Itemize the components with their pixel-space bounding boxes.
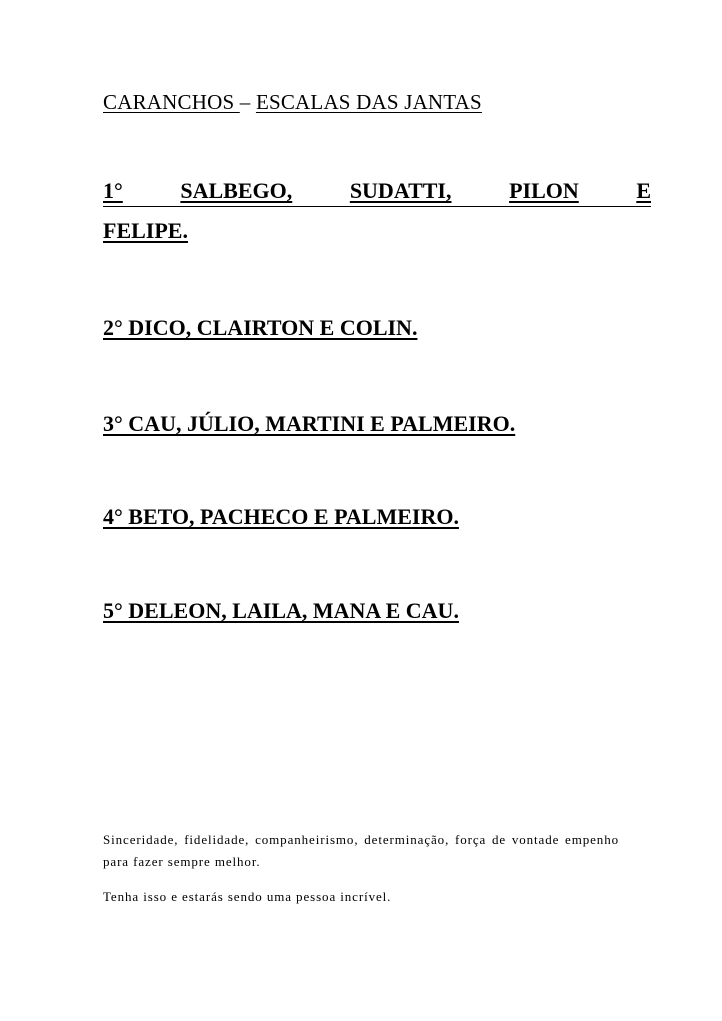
schedule-item-1-word: PILON <box>509 178 579 203</box>
schedule-item-1 <box>103 176 651 252</box>
title-part-escalas: ESCALAS DAS JANTAS <box>255 90 482 114</box>
schedule-item-5: 5° DELEON, LAILA, MANA E CAU. <box>103 598 459 623</box>
schedule-item-2: 2° DICO, CLAIRTON E COLIN. <box>103 315 418 340</box>
schedule-item-4: 4° BETO, PACHECO E PALMEIRO. <box>103 504 459 529</box>
schedule-item-3: 3° CAU, JÚLIO, MARTINI E PALMEIRO. <box>103 411 516 436</box>
schedule-item-1-continuation: FELIPE. <box>103 218 188 243</box>
footer-values-paragraph: Sinceridade, fidelidade, companheirismo, determinação, força de vontade empenho para fazer sempre melhor. <box>103 832 619 869</box>
schedule-item-1-word: SALBEGO, <box>180 178 293 203</box>
schedule-item-1-word: E <box>636 178 651 203</box>
schedule-item-1-word: SUDATTI, <box>349 178 452 203</box>
schedule-item-1-first-line <box>103 176 651 207</box>
title-part-caranchos: CARANCHOS <box>103 90 240 114</box>
footer-closing-paragraph: Tenha isso e estarás sendo uma pessoa incrível. <box>103 889 392 904</box>
title-separator: – <box>239 90 256 114</box>
schedule-item-1-word: 1° <box>103 178 123 203</box>
page-title <box>103 88 663 116</box>
